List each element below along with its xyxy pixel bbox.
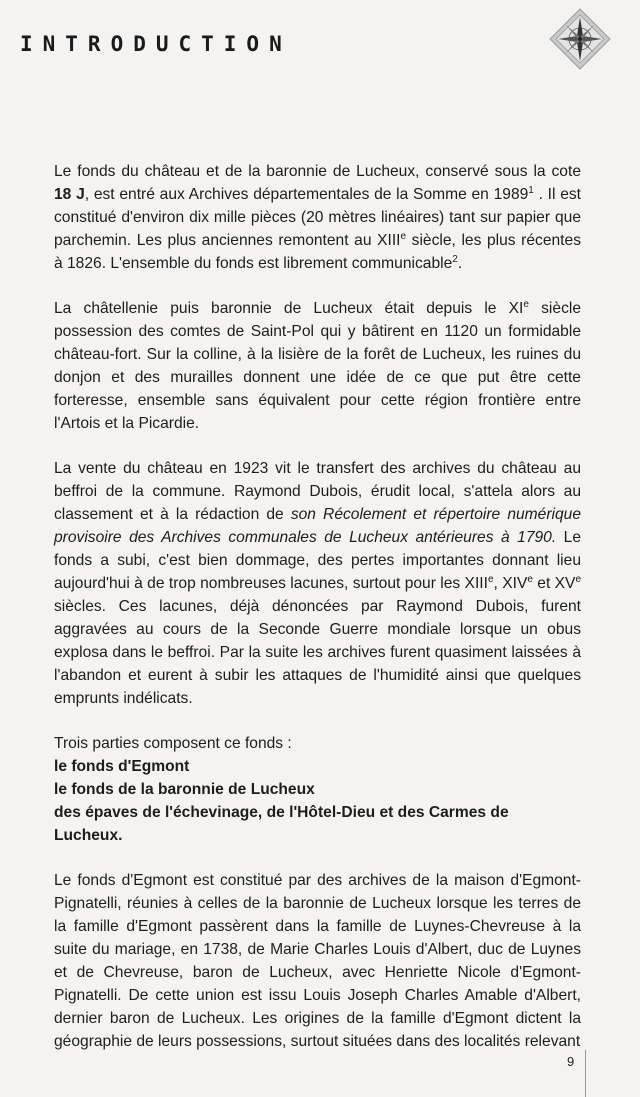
list-item: le fonds d'Egmont — [54, 758, 190, 775]
century-superscript: e — [487, 573, 494, 585]
paragraph-2: La châtellenie puis baronnie de Lucheux était depuis le XIe siècle possession des comtes de Saint-Pol qui y bâtirent en 1120 un formidable château-fort. Sur la colline, à la lisière de la forêt de Lucheux, les ruines du donjon et des murailles donnent une idée de ce que put être cette forteresse, ensemble sans équivalent pour cette région frontière entre l'Artois et la Picardie. — [54, 298, 581, 432]
paragraph-5: Le fonds d'Egmont est constitué par des archives de la maison d'Egmont-Pignatelli, réunies à celles de la baronnie de Lucheux lorsque les terres de la famille d'Egmont passèrent dans la famille de Luynes-Chevreuse à la suite du mariage, en 1738, de Marie Charles Louis d'Albert, duc de Luynes et de Chevreuse, baron de Lucheux, avec Henriette Nicole d'Egmont-Pignatelli. De cette union est issu Louis Joseph Charles Amable d'Albert, dernier baron de Lucheux. Les origines de la famille d'Egmont dictent la géographie de leurs possessions, surtout situées dans des localités relevant — [54, 872, 581, 1050]
century-superscript: e — [575, 573, 581, 585]
footnote-ref-2: 2 — [452, 253, 458, 265]
italic-title: son Récolement et répertoire numérique provisoire des Archives communales de Lucheux antérieures à 1790. — [54, 506, 582, 546]
list-intro: Trois parties composent ce fonds : — [54, 735, 292, 752]
body-text — [54, 160, 581, 1075]
paragraph-3: La vente du château en 1923 vit le transfert des archives du château au beffroi de la commune. Raymond Dubois, érudit local, s'attela alors au classement et à la rédaction de son Récolement et répertoire numérique provisoire des Archives communales de Lucheux antérieures à 1790. Le fonds a subi, c'est bien dommage, des pertes importantes donnant lieu aujourd'hui à de trop nombreuses lacunes, surtout pour les XIIIe, XIVe et XVe siècles. Ces lacunes, déjà dénoncées par Raymond Dubois, furent aggravées au cours de la Seconde Guerre mondiale lorsque un obus explosa dans le beffroi. Par la suite les archives furent quasiment laissées à l'abandon et eurent à subir les attaques de l'humidité ainsi que quelques emprunts indélicats. — [54, 460, 582, 707]
compass-rose-icon — [548, 7, 612, 71]
cote-reference: 18 J — [54, 186, 85, 203]
page-number: 9 — [567, 1054, 575, 1069]
page-title: INTRODUCTION — [20, 32, 292, 56]
century-superscript: e — [523, 298, 529, 310]
margin-rule — [585, 1050, 586, 1097]
list-item: le fonds de la baronnie de Lucheux — [54, 781, 315, 798]
century-superscript: e — [527, 573, 533, 585]
century-superscript: e — [400, 230, 407, 242]
footnote-ref-1: 1 — [528, 184, 534, 196]
list-item: des épaves de l'échevinage, de l'Hôtel-Dieu et des Carmes de Lucheux. — [54, 804, 509, 844]
paragraph-4 — [54, 732, 581, 847]
paragraph-1: Le fonds du château et de la baronnie de Lucheux, conservé sous la cote 18 J, est entré aux Archives départementales de la Somme en 1989$^1$ . Il est constitué d'environ dix mille pièces (20 mètres linéaires) tant sur papier que parchemin. Les plus anciennes remontent au XIIIe siècle, les plus récentes à 1826. L'ensemble du fonds est librement communicable$^2$. — [54, 163, 582, 272]
